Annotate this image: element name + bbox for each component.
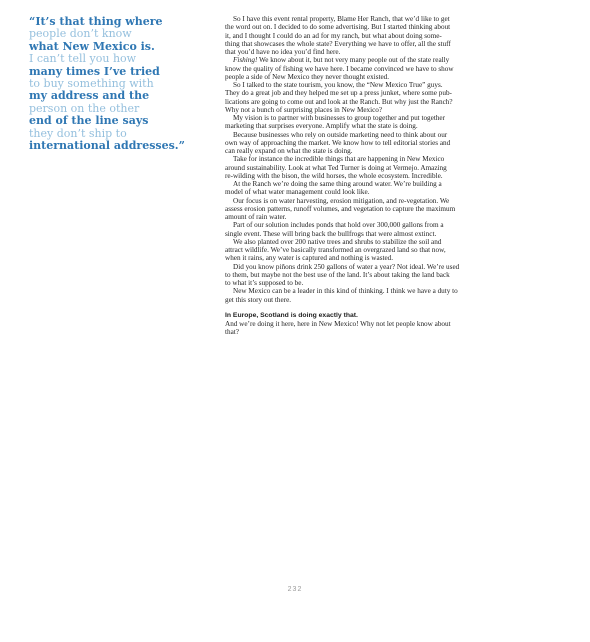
page-number: 232: [287, 586, 303, 593]
body-line: Our focus is on water harvesting, erosion mitigation, and re-vegetation. We: [233, 196, 450, 205]
body-line: the word out on. I decided to do some advertising. But I started thinking about: [225, 23, 451, 32]
pull-quote-line: they don’t ship to: [29, 126, 127, 140]
body-line: it, and I thought I could do an ad for my ranch, but what about doing some-: [225, 31, 442, 40]
body-line: that you’d have no idea you’d find here.: [225, 48, 341, 56]
closing-line: that?: [225, 328, 239, 337]
body-line-rest: We know about it, but not very many people out of the state really: [257, 56, 450, 65]
pull-quote-line: person on the other: [29, 101, 140, 115]
pull-quote-line: “It’s that thing where: [29, 15, 163, 28]
body-line: attract wildlife. We’ve basically transformed an overgrazed land so that now,: [225, 246, 446, 254]
pull-quote-line: to buy something with: [29, 77, 154, 91]
body-line: when it rains, any water is captured and nothing is wasted.: [225, 254, 394, 263]
body-line: Part of our solution includes ponds that hold over 300,000 gallons from a: [233, 221, 444, 230]
pull-quote-line: international addresses.”: [29, 139, 185, 153]
section-gap: [225, 304, 490, 312]
pull-quote-line: people don’t know: [29, 27, 132, 41]
body-line: Because businesses who rely on outside marketing need to think about our: [233, 130, 448, 139]
pull-quote-line: end of the line says: [29, 114, 149, 128]
body-line: re-wilding with the bison, the wild horses, the whole ecosystem. Incredible.: [225, 171, 443, 180]
pull-quote-line: what New Mexico is.: [29, 39, 155, 53]
body-line: thing that showcases the whole state? Everything we have to offer, all the stuff: [225, 39, 451, 48]
pull-quote-line: many times I’ve tried: [29, 64, 160, 78]
body-line: So I talked to the state tourism, you know, the “New Mexico True” guys.: [233, 81, 443, 89]
body-line: single event. These will bring back the bullfrogs that were almost extinct.: [225, 229, 437, 238]
closing-paragraph: [225, 320, 490, 337]
body-line: know the quality of fishing we have here. I became convinced we have to show: [225, 64, 454, 73]
body-line: Take for instance the incredible things that are happening in New Mexico: [233, 155, 445, 164]
body-line: So I have this event rental property, Blame Her Ranch, that we’d like to get: [233, 15, 450, 23]
body-line: Why not a bunch of surprising places in New Mexico?: [225, 105, 383, 114]
closing-heading: In Europe, Scotland is doing exactly that.: [225, 311, 358, 319]
body-line: They do a great job and they helped me set up a press junket, where some pub-: [225, 89, 452, 98]
body-line: Did you know piñons drink 250 gallons of water a year? Not ideal. We’re used: [233, 262, 460, 271]
body-line: model of what water management could look like.: [225, 188, 370, 197]
body-line: to what it’s supposed to be.: [225, 279, 304, 287]
body-line: around sustainability. Look at what Ted Turner is doing at Vermejo. Amazing: [225, 163, 447, 172]
body-line: At the Ranch we’re doing the same thing around water. We’re building a: [233, 180, 442, 188]
pull-quote-line: my address and the: [29, 89, 150, 103]
body-line: My vision is to partner with businesses to group together and put together: [233, 114, 445, 122]
body-line-lead: Fishing!: [233, 56, 258, 65]
body-paragraphs: [225, 15, 490, 304]
body-line: marketing that surprises everyone. Amplify what the state is doing.: [225, 122, 418, 131]
body-line: New Mexico can be a leader in this kind of thinking. I think we have a duty to: [233, 287, 458, 296]
pull-quote-line: I can’t tell you how: [29, 52, 137, 66]
body-line: get this story out there.: [225, 295, 292, 304]
body-line: to them, but maybe not the best use of the land. It’s about taking the land back: [225, 270, 450, 279]
body-line: own way of approaching the market. We know how to tell editorial stories and: [225, 138, 451, 147]
body-line: assess erosion patterns, runoff volumes, and vegetation to capture the maximum: [225, 204, 456, 213]
closing-line: And we’re doing it here, here in New Mexico! Why not let people know about: [225, 320, 451, 328]
article-body: [225, 15, 490, 337]
body-line: amount of rain water.: [225, 213, 287, 221]
body-line: lications are going to come out and look at the Ranch. But why just the Ranch?: [225, 97, 453, 106]
body-line: [225, 56, 490, 64]
body-line: We also planted over 200 native trees and shrubs to stabilize the soil and: [233, 237, 442, 246]
body-line: can really expand on what the state is doing.: [225, 147, 353, 155]
body-line: people a side of New Mexico they never thought existed.: [225, 72, 390, 81]
pull-quote: [29, 16, 219, 152]
